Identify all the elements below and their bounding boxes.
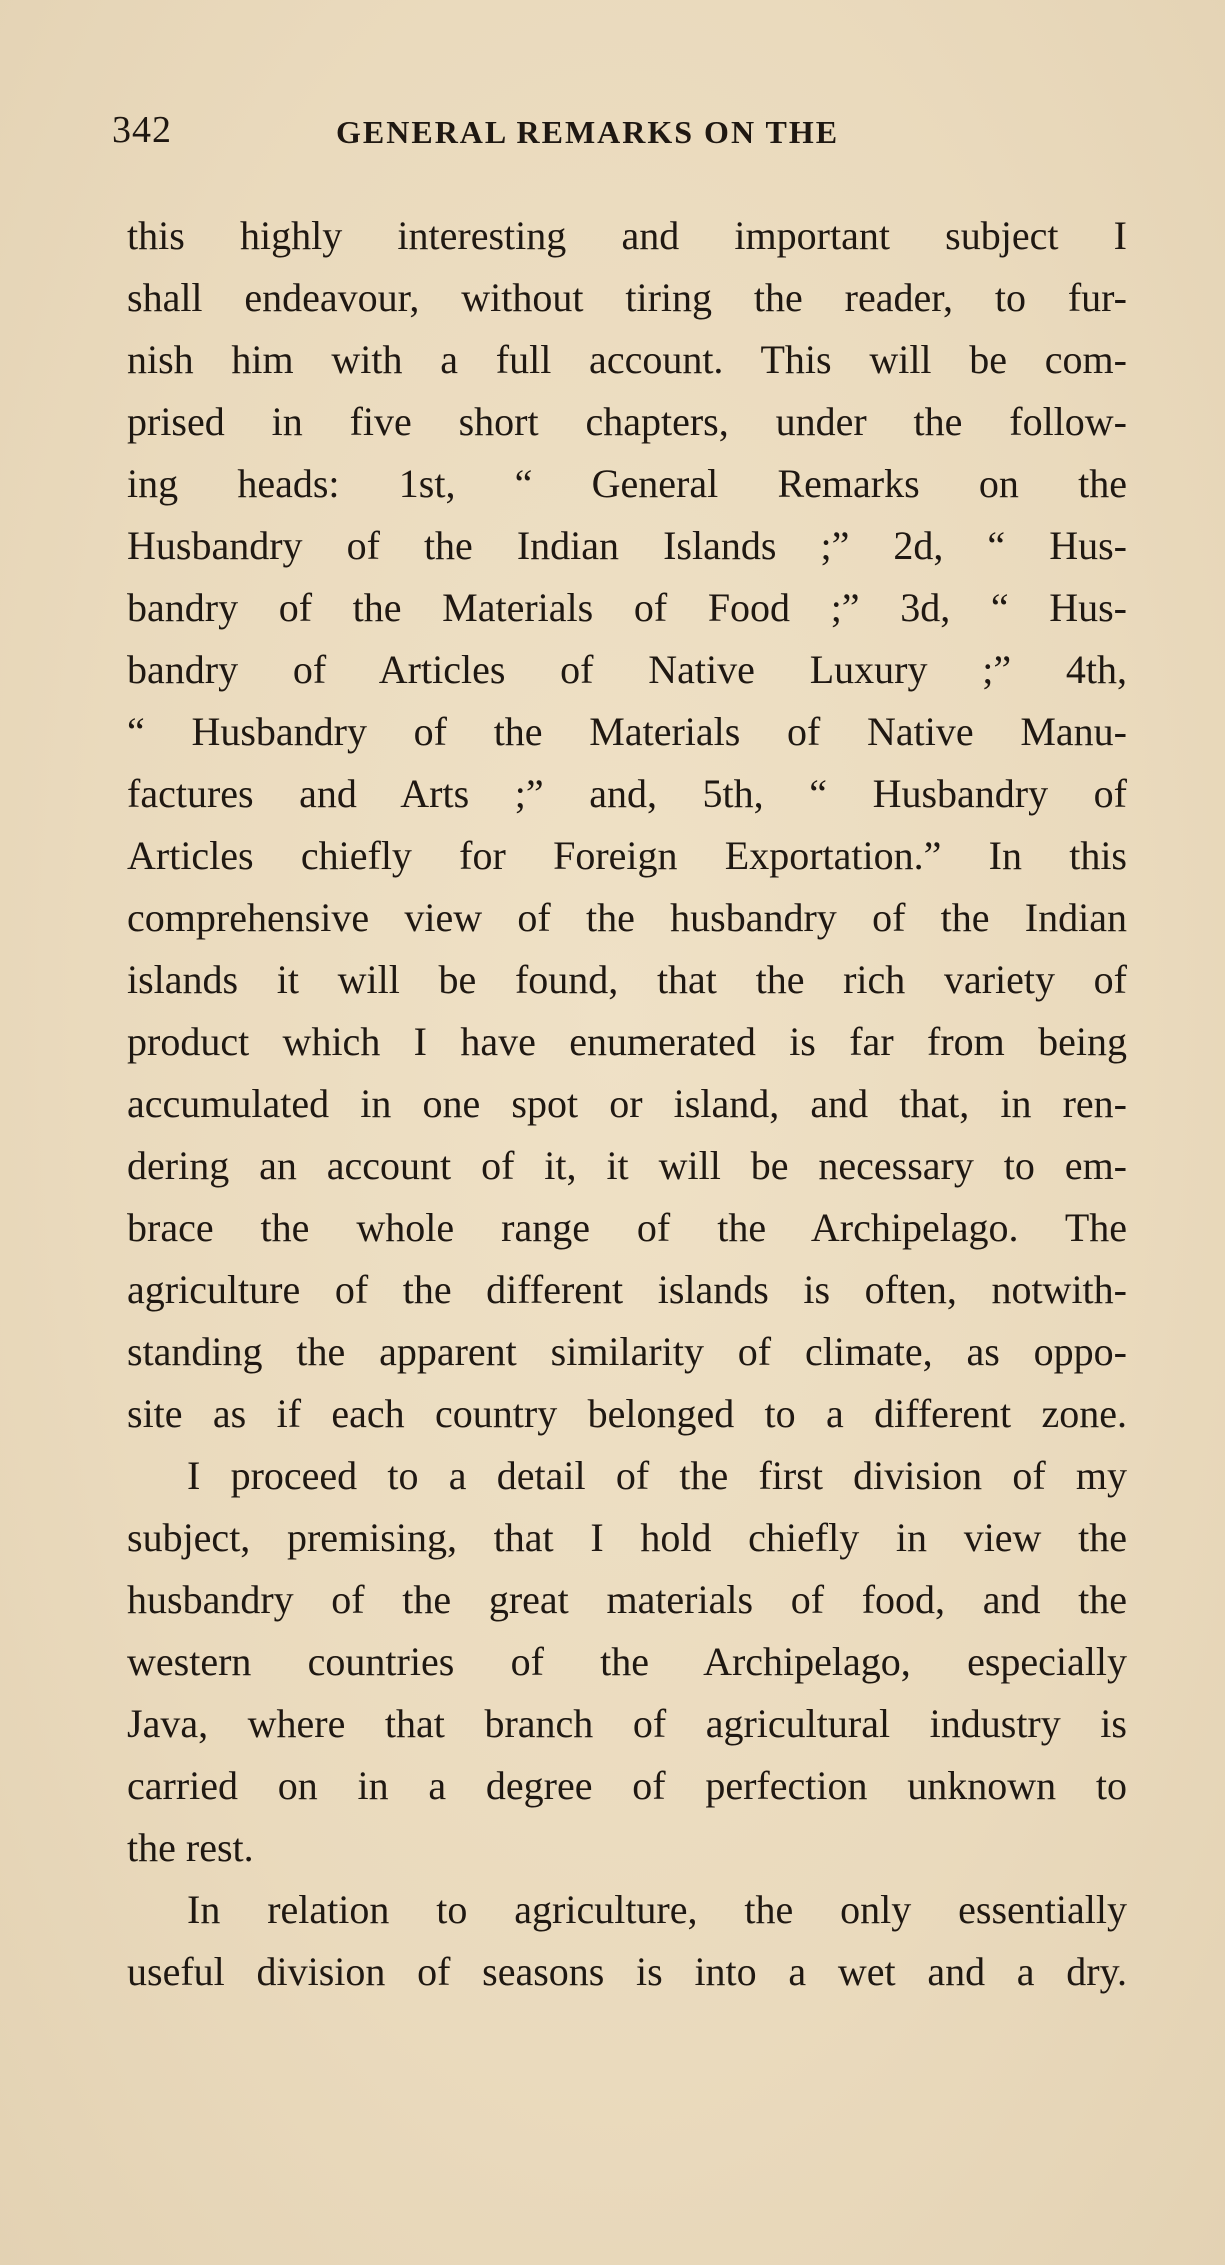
text-line: subject, premising, that I hold chiefly in view the <box>127 1515 1127 1560</box>
text-line: factures and Arts ;” and, 5th, “ Husbandry of <box>127 771 1127 816</box>
text-line: Articles chiefly for Foreign Exportation.” In this <box>127 833 1127 878</box>
text-line: western countries of the Archipelago, especially <box>127 1639 1127 1684</box>
text-line: product which I have enumerated is far from being <box>127 1019 1127 1064</box>
text-line: husbandry of the great materials of food, and the <box>127 1577 1127 1622</box>
text-line: shall endeavour, without tiring the reader, to fur- <box>127 275 1127 320</box>
text-line: accumulated in one spot or island, and that, in ren- <box>127 1081 1127 1126</box>
text-line: prised in five short chapters, under the follow- <box>127 399 1127 444</box>
text-line: agriculture of the different islands is often, notwith- <box>127 1267 1127 1312</box>
running-head: GENERAL REMARKS ON THE <box>336 114 840 150</box>
text-line: dering an account of it, it will be necessary to em- <box>127 1143 1127 1188</box>
text-line: useful division of seasons is into a wet and a dry. <box>127 1949 1127 1994</box>
text-line: nish him with a full account. This will be com- <box>127 337 1127 382</box>
text-line: the rest. <box>127 1825 254 1870</box>
text-line: Java, where that branch of agricultural industry is <box>127 1701 1127 1746</box>
text-line: standing the apparent similarity of climate, as oppo- <box>127 1329 1127 1374</box>
page-header <box>112 108 1122 158</box>
text-line: bandry of Articles of Native Luxury ;” 4th, <box>127 647 1127 692</box>
body-text <box>127 205 1127 2003</box>
page-number: 342 <box>112 109 172 151</box>
text-line: this highly interesting and important subject I <box>127 213 1127 258</box>
text-line: “ Husbandry of the Materials of Native Manu- <box>127 709 1127 754</box>
text-line: carried on in a degree of perfection unknown to <box>127 1763 1127 1808</box>
text-line: bandry of the Materials of Food ;” 3d, “ Hus- <box>127 585 1127 630</box>
text-line: Husbandry of the Indian Islands ;” 2d, “ Hus- <box>127 523 1127 568</box>
text-line: site as if each country belonged to a different zone. <box>127 1391 1127 1436</box>
text-line: islands it will be found, that the rich variety of <box>127 957 1127 1002</box>
text-line: comprehensive view of the husbandry of the Indian <box>127 895 1127 940</box>
text-line: brace the whole range of the Archipelago. The <box>127 1205 1127 1250</box>
text-line: In relation to agriculture, the only essentially <box>187 1887 1127 1932</box>
text-line: I proceed to a detail of the first division of my <box>187 1453 1127 1498</box>
text-line: ing heads: 1st, “ General Remarks on the <box>127 461 1127 506</box>
